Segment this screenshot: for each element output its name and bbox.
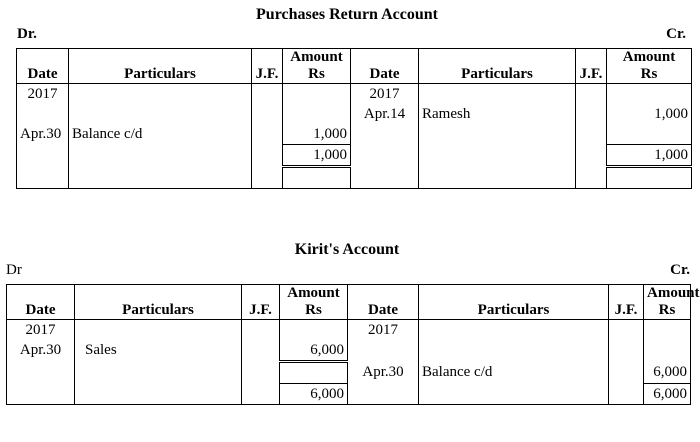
table-row [7, 320, 691, 341]
header-jf-credit: J.F. [576, 49, 607, 84]
header-date: Date [7, 285, 75, 320]
table-row [7, 340, 691, 362]
left-particulars: Sales [75, 340, 242, 362]
left-date: Apr.30 [7, 340, 75, 362]
header-amount-credit-unit: Rs [658, 302, 676, 318]
left-year: 2017 [17, 84, 69, 105]
left-date: Apr.30 [17, 124, 69, 145]
header-amount-credit [607, 49, 692, 84]
left-year: 2017 [7, 320, 75, 341]
right-total: 1,000 [607, 145, 692, 167]
header-particulars-credit: Particulars [419, 49, 576, 84]
right-date: Apr.14 [351, 104, 419, 124]
total-row [17, 145, 692, 167]
header-particulars-credit: Particulars [419, 285, 609, 320]
right-particulars: Balance c/d [419, 362, 609, 384]
right-date: Apr.30 [348, 362, 419, 384]
header-amount-text: Amount [290, 49, 343, 65]
header-date-credit: Date [351, 49, 419, 84]
table-row [17, 104, 692, 124]
table-row [7, 362, 691, 384]
header-amount-credit-text: Amount [647, 285, 700, 301]
header-particulars: Particulars [75, 285, 242, 320]
left-amount: 6,000 [280, 340, 348, 362]
right-year: 2017 [348, 320, 419, 341]
header-amount [280, 285, 348, 320]
cr-label: Cr. [670, 262, 690, 278]
total-row [7, 384, 691, 405]
header-amount-credit-text: Amount [622, 49, 676, 65]
table-row [17, 84, 692, 105]
header-date-credit: Date [348, 285, 419, 320]
right-amount: 6,000 [644, 362, 691, 384]
table-row [17, 167, 692, 189]
left-total: 6,000 [280, 384, 348, 405]
dr-label: Dr. [17, 26, 37, 42]
header-amount-credit [644, 285, 700, 320]
left-particulars: Balance c/d [69, 124, 252, 145]
dr-label: Dr [6, 262, 22, 278]
header-particulars: Particulars [69, 49, 252, 84]
right-particulars: Ramesh [419, 104, 576, 124]
header-jf: J.F. [252, 49, 283, 84]
header-row [7, 285, 691, 320]
purchases-return-title: Purchases Return Account [256, 6, 438, 23]
right-total: 6,000 [644, 384, 691, 405]
header-jf: J.F. [242, 285, 280, 320]
header-jf-credit: J.F. [609, 285, 644, 320]
purchases-return-ledger [16, 48, 692, 189]
header-amount-credit-unit: Rs [640, 66, 658, 82]
header-amount-text: Amount [287, 285, 340, 301]
header-amount-unit: Rs [305, 302, 322, 318]
header-amount-unit: Rs [308, 66, 325, 82]
right-amount: 1,000 [607, 104, 692, 124]
header-amount [283, 49, 351, 84]
right-year: 2017 [351, 84, 419, 105]
header-row [17, 49, 692, 84]
kirit-ledger [6, 284, 700, 405]
header-date: Date [17, 49, 69, 84]
cr-label: Cr. [666, 26, 686, 42]
kirit-account-title: Kirit's Account [294, 241, 400, 258]
table-row [17, 124, 692, 145]
left-amount: 1,000 [283, 124, 351, 145]
left-total: 1,000 [283, 145, 351, 167]
